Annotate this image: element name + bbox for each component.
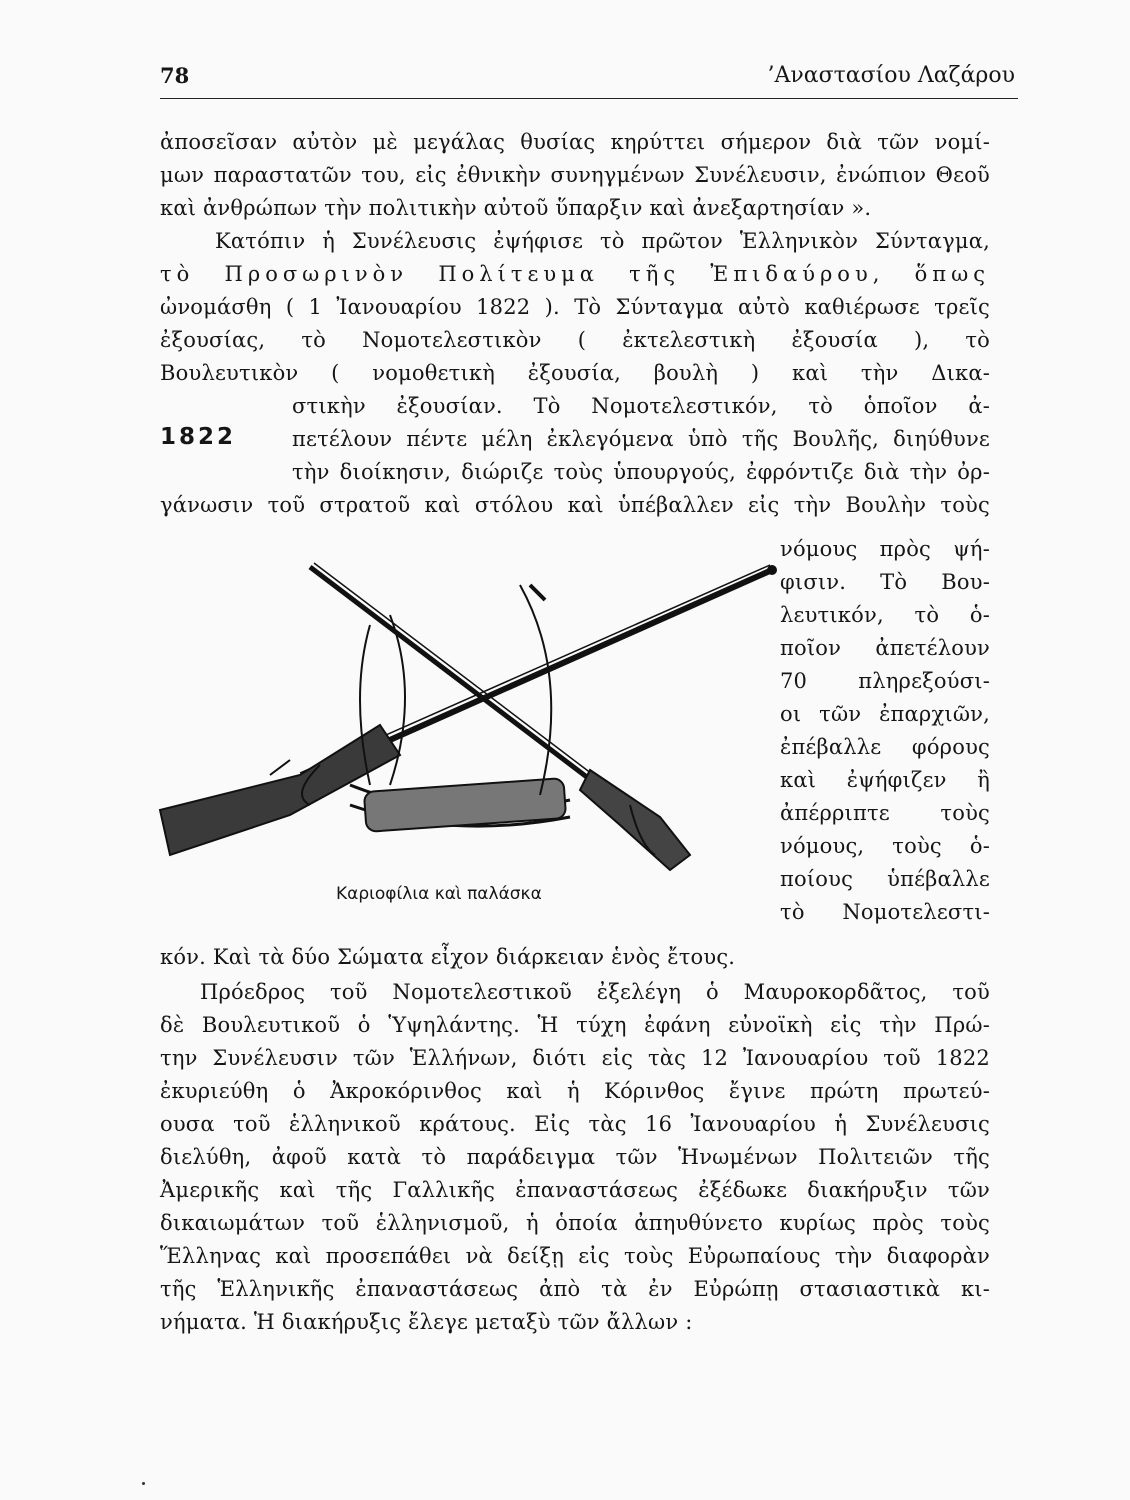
- text-line: τῆς Ἑλληνικῆς ἐπαναστάσεως ἀπὸ τὰ ἐν Εὐρώπῃ στασιαστικὰ κι-: [160, 1277, 990, 1301]
- text-line: ουσα τοῦ ἑλληνικοῦ κράτους. Εἰς τὰς 16 Ἰανουαρίου ἡ Συνέλευσις: [160, 1112, 990, 1136]
- margin-year: 1822: [160, 424, 237, 450]
- text-line: διελύθη, ἀφοῦ κατὰ τὸ παράδειγμα τῶν Ἡνωμένων Πολιτειῶν τῆς: [160, 1145, 990, 1169]
- text-line: πετέλουν πέντε μέλη ἐκλεγόμενα ὑπὸ τῆς Βουλῆς, διηύθυνε: [292, 427, 990, 451]
- text-line: καὶ ἀνθρώπων τὴν πολιτικὴν αὐτοῦ ὕπαρξιν καὶ ἀνεξαρτησίαν ».: [160, 196, 872, 220]
- page-speck: [142, 1482, 145, 1485]
- text-line: ποῖον ἀπετέλουν: [780, 636, 990, 660]
- text-line: ἐπέβαλλε φόρους: [780, 735, 990, 759]
- text-line: στικὴν ἐξουσίαν. Τὸ Νομοτελεστικόν, τὸ ὁποῖον ἀ-: [292, 394, 990, 418]
- text-line: Ἕλληνας καὶ προσεπάθει νὰ δείξῃ εἰς τοὺς Εὐρωπαίους τὴν διαφορὰν: [160, 1244, 990, 1268]
- text-line: ποίους ὑπέβαλλε: [780, 867, 990, 891]
- text-line: νόμους πρὸς ψή-: [780, 537, 990, 561]
- page-number: 78: [160, 63, 190, 88]
- text-line: λευτικόν, τὸ ὁ-: [780, 603, 990, 627]
- rifles-and-cartridge-belt-illustration: [150, 555, 780, 885]
- header-rule: [160, 98, 1018, 99]
- text-line: δὲ Βουλευτικοῦ ὁ Ὑψηλάντης. Ἡ τύχη ἐφάνη εὐνοϊκὴ εἰς τὴν Πρώ-: [160, 1013, 990, 1037]
- text-line: 70 πληρεξούσι-: [780, 669, 990, 693]
- text-line: καὶ ἐψήφιζεν ἢ: [780, 768, 990, 792]
- text-line: Ἀμερικῆς καὶ τῆς Γαλλικῆς ἐπαναστάσεως ἐξέδωκε διακήρυξιν τῶν: [160, 1178, 990, 1202]
- text-line: ἀπέρριπτε τοὺς: [780, 801, 990, 825]
- text-line: τὸ Προσωρινὸν Πολίτευμα τῆς Ἐπιδαύρου, ὅπως: [160, 262, 990, 286]
- text-line: τὴν διοίκησιν, διώριζε τοὺς ὑπουργούς, ἐφρόντιζε διὰ τὴν ὀρ-: [292, 460, 990, 484]
- text-line: Πρόεδρος τοῦ Νομοτελεστικοῦ ἐξελέγη ὁ Μαυροκορδᾶτος, τοῦ: [200, 980, 990, 1004]
- text-line: κόν. Καὶ τὰ δύο Σώματα εἶχον διάρκειαν ἑνὸς ἔτους.: [160, 945, 736, 969]
- text-line: ὠνομάσθη ( 1 Ἰανουαρίου 1822 ). Τὸ Σύνταγμα αὐτὸ καθιέρωσε τρεῖς: [160, 295, 990, 319]
- text-line: γάνωσιν τοῦ στρατοῦ καὶ στόλου καὶ ὑπέβαλλεν εἰς τὴν Βουλὴν τοὺς: [160, 493, 990, 517]
- text-line: δικαιωμάτων τοῦ ἑλληνισμοῦ, ἡ ὁποία ἀπηυθύνετο κυρίως πρὸς τοὺς: [160, 1211, 990, 1235]
- text-line: ἐκυριεύθη ὁ Ἀκροκόρινθος καὶ ἡ Κόρινθος ἔγινε πρώτη πρωτεύ-: [160, 1079, 990, 1103]
- text-line: νήματα. Ἡ διακήρυξις ἔλεγε μεταξὺ τῶν ἄλλων :: [160, 1310, 693, 1334]
- text-line: μων παραστατῶν του, εἰς ἐθνικὴν συνηγμένων Συνέλευσιν, ἐνώπιον Θεοῦ: [160, 163, 990, 187]
- figure-caption: Καριοφίλια καὶ παλάσκα: [336, 884, 542, 904]
- text-line: τὸ Νομοτελεστι-: [780, 900, 990, 924]
- text-line: ἐξουσίας, τὸ Νομοτελεστικὸν ( ἐκτελεστικὴ ἐξουσία ), τὸ: [160, 328, 990, 352]
- text-line: νόμους, τοὺς ὁ-: [780, 834, 990, 858]
- running-title: ’Αναστασίου Λαζάρου: [767, 63, 1015, 88]
- text-line: φισιν. Τὸ Βου-: [780, 570, 990, 594]
- text-line: οι τῶν ἐπαρχιῶν,: [780, 702, 990, 726]
- text-line: την Συνέλευσιν τῶν Ἑλλήνων, διότι εἰς τὰς 12 Ἰανουαρίου τοῦ 1822: [160, 1046, 990, 1070]
- text-line: ἀποσεῖσαν αὐτὸν μὲ μεγάλας θυσίας κηρύττει σήμερον διὰ τῶν νομί-: [160, 130, 990, 154]
- text-line: Βουλευτικὸν ( νομοθετικὴ ἐξουσία, βουλὴ ) καὶ τὴν Δικα-: [160, 361, 990, 385]
- text-line: Κατόπιν ἡ Συνέλευσις ἐψήφισε τὸ πρῶτον Ἑλληνικὸν Σύνταγμα,: [215, 229, 990, 253]
